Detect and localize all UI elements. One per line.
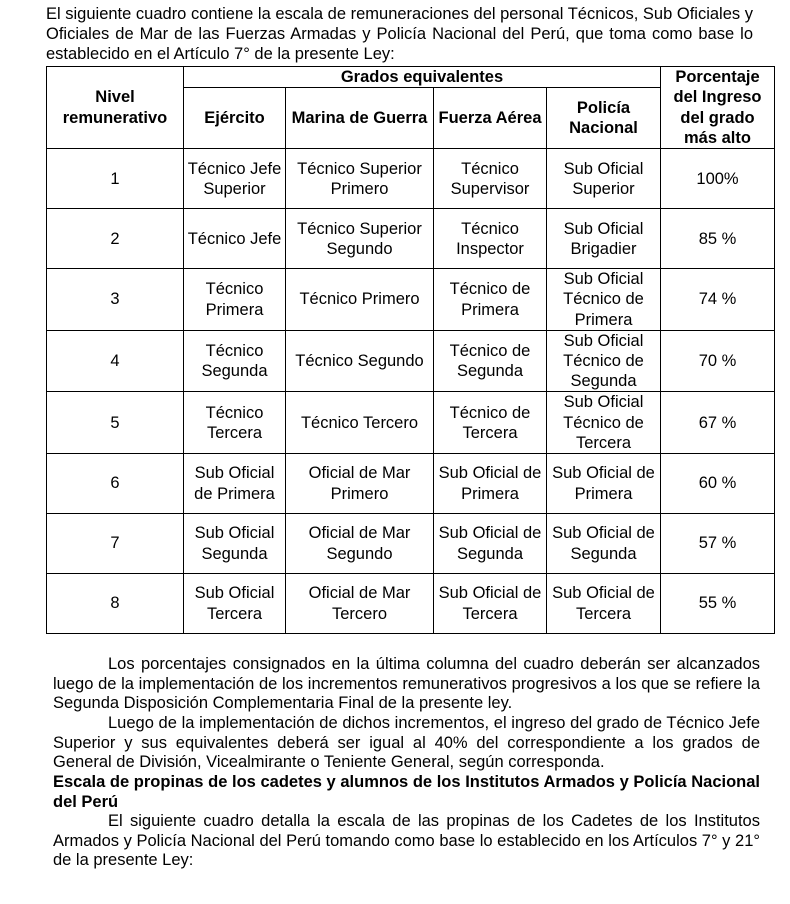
cell-ejercito: Sub Oficial de Primera bbox=[184, 454, 286, 514]
cell-porcentaje: 57 % bbox=[661, 514, 775, 574]
cell-porcentaje: 70 % bbox=[661, 330, 775, 392]
cell-marina: Técnico Superior Primero bbox=[286, 149, 434, 209]
cell-porcentaje: 55 % bbox=[661, 574, 775, 634]
cell-ejercito: Técnico Jefe bbox=[184, 209, 286, 269]
cell-ejercito: Técnico Segunda bbox=[184, 330, 286, 392]
cell-ejercito: Técnico Jefe Superior bbox=[184, 149, 286, 209]
header-ejercito: Ejército bbox=[184, 88, 286, 149]
cell-policia: Sub Oficial Técnico de Segunda bbox=[547, 330, 661, 392]
cell-nivel: 1 bbox=[47, 149, 184, 209]
paragraph-propinas-text: El siguiente cuadro detalla la escala de las propinas de los Cadetes de los Institutos Armados y Policía Nacional del Perú tomando como base lo establecido en los Artículos 7° y 21° de la presente Ley: bbox=[53, 812, 760, 870]
table-row bbox=[47, 514, 775, 574]
cell-policia: Sub Oficial de Segunda bbox=[547, 514, 661, 574]
header-policia: Policía Nacional bbox=[547, 88, 661, 149]
section-heading: Escala de propinas de los cadetes y alumnos de los Institutos Armados y Policía Nacional del Perú bbox=[53, 773, 760, 811]
table-row bbox=[47, 209, 775, 269]
cell-porcentaje: 85 % bbox=[661, 209, 775, 269]
cell-porcentaje: 67 % bbox=[661, 392, 775, 454]
cell-nivel: 6 bbox=[47, 454, 184, 514]
table-row bbox=[47, 330, 775, 392]
cell-porcentaje: 60 % bbox=[661, 454, 775, 514]
paragraph-propinas bbox=[53, 812, 760, 871]
cell-fuerza-aerea: Técnico de Primera bbox=[434, 269, 547, 331]
cell-policia: Sub Oficial Superior bbox=[547, 149, 661, 209]
cell-porcentaje: 100% bbox=[661, 149, 775, 209]
cell-fuerza-aerea: Técnico de Segunda bbox=[434, 330, 547, 392]
cell-nivel: 3 bbox=[47, 269, 184, 331]
remuneration-table bbox=[46, 66, 775, 634]
cell-nivel: 2 bbox=[47, 209, 184, 269]
cell-policia: Sub Oficial de Tercera bbox=[547, 574, 661, 634]
cell-marina: Oficial de Mar Segundo bbox=[286, 514, 434, 574]
cell-policia: Sub Oficial Técnico de Tercera bbox=[547, 392, 661, 454]
cell-fuerza-aerea: Técnico Supervisor bbox=[434, 149, 547, 209]
cell-fuerza-aerea: Técnico Inspector bbox=[434, 209, 547, 269]
table-row bbox=[47, 269, 775, 331]
paragraph-porcentajes bbox=[53, 655, 760, 714]
table-row bbox=[47, 392, 775, 454]
cell-fuerza-aerea: Sub Oficial de Primera bbox=[434, 454, 547, 514]
cell-ejercito: Técnico Primera bbox=[184, 269, 286, 331]
cell-porcentaje: 74 % bbox=[661, 269, 775, 331]
cell-ejercito: Técnico Tercera bbox=[184, 392, 286, 454]
cell-marina: Técnico Primero bbox=[286, 269, 434, 331]
paragraph-incrementos-text: Luego de la implementación de dichos incrementos, el ingreso del grado de Técnico Jefe Superior y sus equivalentes deberá ser igual al 40% del correspondiente a los grados de General de División, Vicealmirante o Teniente General, según corresponda. bbox=[53, 714, 760, 772]
cell-policia: Sub Oficial Técnico de Primera bbox=[547, 269, 661, 331]
cell-marina: Técnico Superior Segundo bbox=[286, 209, 434, 269]
cell-marina: Técnico Tercero bbox=[286, 392, 434, 454]
header-grados-equivalentes: Grados equivalentes bbox=[184, 67, 661, 88]
cell-marina: Oficial de Mar Tercero bbox=[286, 574, 434, 634]
paragraph-porcentajes-text: Los porcentajes consignados en la última columna del cuadro deberán ser alcanzados luego de la implementación de los incrementos remunerativos progresivos a los que se refiere la Segunda Disposición Complementaria Final de la presente ley. bbox=[53, 655, 760, 713]
cell-marina: Oficial de Mar Primero bbox=[286, 454, 434, 514]
cell-nivel: 5 bbox=[47, 392, 184, 454]
cell-nivel: 8 bbox=[47, 574, 184, 634]
cell-nivel: 4 bbox=[47, 330, 184, 392]
cell-nivel: 7 bbox=[47, 514, 184, 574]
cell-fuerza-aerea: Sub Oficial de Tercera bbox=[434, 574, 547, 634]
cell-policia: Sub Oficial Brigadier bbox=[547, 209, 661, 269]
header-porcentaje: Porcentaje del Ingreso del grado más alto bbox=[661, 67, 775, 149]
table-row bbox=[47, 149, 775, 209]
cell-policia: Sub Oficial de Primera bbox=[547, 454, 661, 514]
header-nivel: Nivel remunerativo bbox=[47, 67, 184, 149]
paragraph-incrementos bbox=[53, 714, 760, 773]
cell-marina: Técnico Segundo bbox=[286, 330, 434, 392]
table-row bbox=[47, 574, 775, 634]
header-fuerza-aerea: Fuerza Aérea bbox=[434, 88, 547, 149]
table-row bbox=[47, 454, 775, 514]
cell-fuerza-aerea: Técnico de Tercera bbox=[434, 392, 547, 454]
intro-paragraph: El siguiente cuadro contiene la escala de remuneraciones del personal Técnicos, Sub Oficiales y Oficiales de Mar de las Fuerzas Armadas y Policía Nacional del Perú, que toma como base lo establecido en el Artículo 7° de la presente Ley: bbox=[46, 5, 753, 63]
cell-ejercito: Sub Oficial Segunda bbox=[184, 514, 286, 574]
header-marina: Marina de Guerra bbox=[286, 88, 434, 149]
cell-ejercito: Sub Oficial Tercera bbox=[184, 574, 286, 634]
cell-fuerza-aerea: Sub Oficial de Segunda bbox=[434, 514, 547, 574]
